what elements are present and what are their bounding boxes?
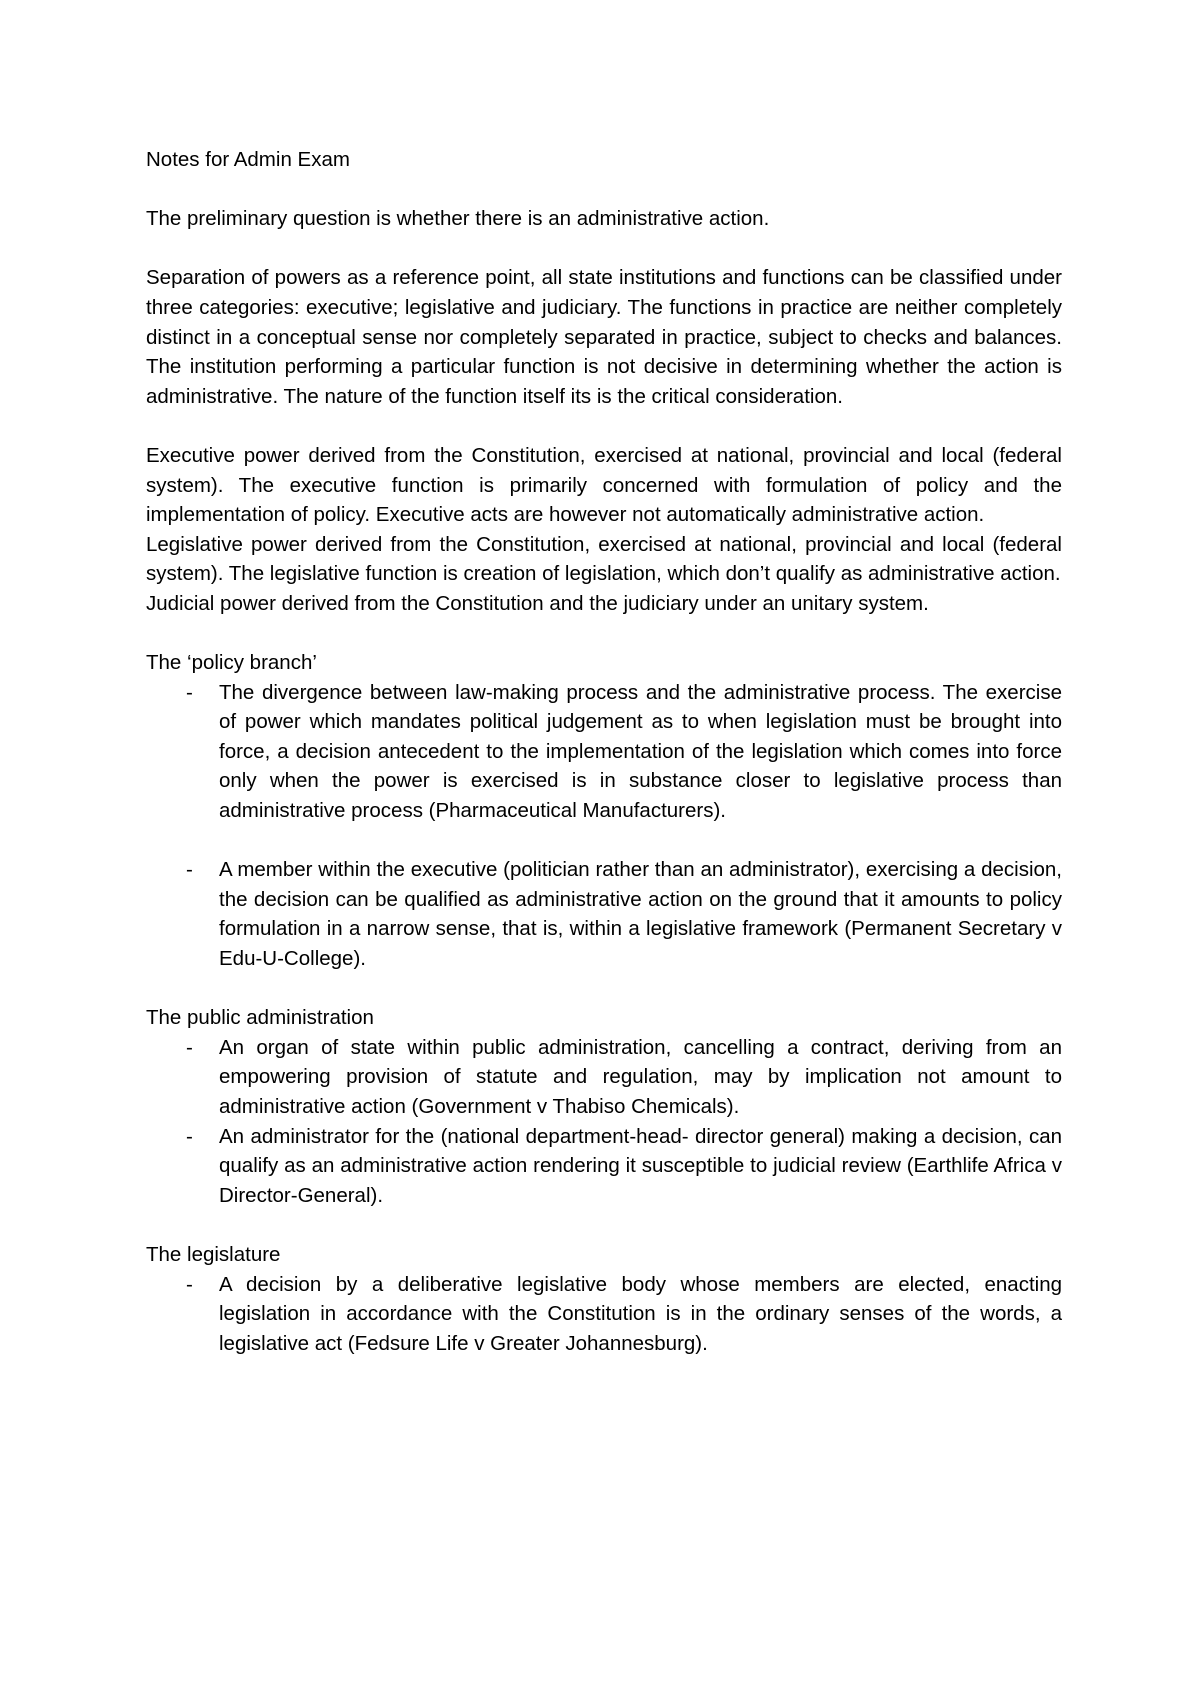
list-item-text: An administrator for the (national department-head- director general) making a decision, can qualify as an administrative action rendering it susceptible to judicial review (Earthlife Africa v Director-General). [219,1124,1062,1207]
dash-bullet: - [186,1124,193,1148]
list-item-text: A member within the executive (politician rather than an administrator), exercising a decision, the decision can be qualified as administrative action on the ground that it amounts to policy formulation in a narrow sense, that is, within a legislative framework (Permanent Secretary v Edu-U-College). [219,858,1062,971]
list-item [146,1033,1062,1122]
list-item-text: The divergence between law-making process and the administrative process. The exercise of power which mandates political judgement as to when legislation must be brought into force, a decision antecedent to the implementation of the legislation which comes into force only when the power is exercised is in substance closer to legislative process than administrative process (Pharmaceutical Manufacturers). [219,680,1062,823]
section-heading-policy-branch: The ‘policy branch’ [146,651,317,675]
document-title: Notes for Admin Exam [146,148,350,171]
section-heading-legislature: The legislature [146,1242,281,1266]
list-item [146,1270,1062,1359]
judicial-power-paragraph: Judicial power derived from the Constitution and the judiciary under an unitary system. [146,591,929,615]
intro-paragraph: The preliminary question is whether there is an administrative action. [146,207,770,231]
list-item-text: A decision by a deliberative legislative body whose members are elected, enacting legislation in accordance with the Constitution is in the ordinary senses of the words, a legislative act (Fedsure Life v Greater Johannesburg). [219,1272,1062,1355]
dash-bullet: - [186,680,193,704]
policy-branch-list [146,678,1062,974]
section-heading-public-administration: The public administration [146,1006,374,1030]
list-item [146,855,1062,973]
executive-power-paragraph: Executive power derived from the Constitution, exercised at national, provincial and local (federal system). The executive function is primarily concerned with formulation of policy and the implementation of policy. Executive acts are however not automatically administrative action. [146,443,1062,527]
public-administration-list [146,1033,1062,1211]
separation-of-powers-paragraph: Separation of powers as a reference point, all state institutions and functions can be classified under three categories: executive; legislative and judiciary. The functions in practice are neither completely distinct in a conceptual sense nor completely separated in practice, subject to checks and balances. The institution performing a particular function is not decisive in determining whether the action is administrative. The nature of the function itself its is the critical consideration. [146,266,1062,408]
list-item [146,1122,1062,1211]
dash-bullet: - [186,1272,193,1296]
dash-bullet: - [186,1035,193,1059]
legislative-power-paragraph: Legislative power derived from the Constitution, exercised at national, provincial and local (federal system). The legislative function is creation of legislation, which don’t qualify as administrative action. [146,532,1062,586]
dash-bullet: - [186,858,193,882]
legislature-list [146,1270,1062,1359]
list-item-text: An organ of state within public administration, cancelling a contract, deriving from an empowering provision of statute and regulation, may by implication not amount to administrative action (Government v Thabiso Chemicals). [219,1035,1062,1118]
document-page [146,145,1062,1358]
list-item [146,678,1062,826]
